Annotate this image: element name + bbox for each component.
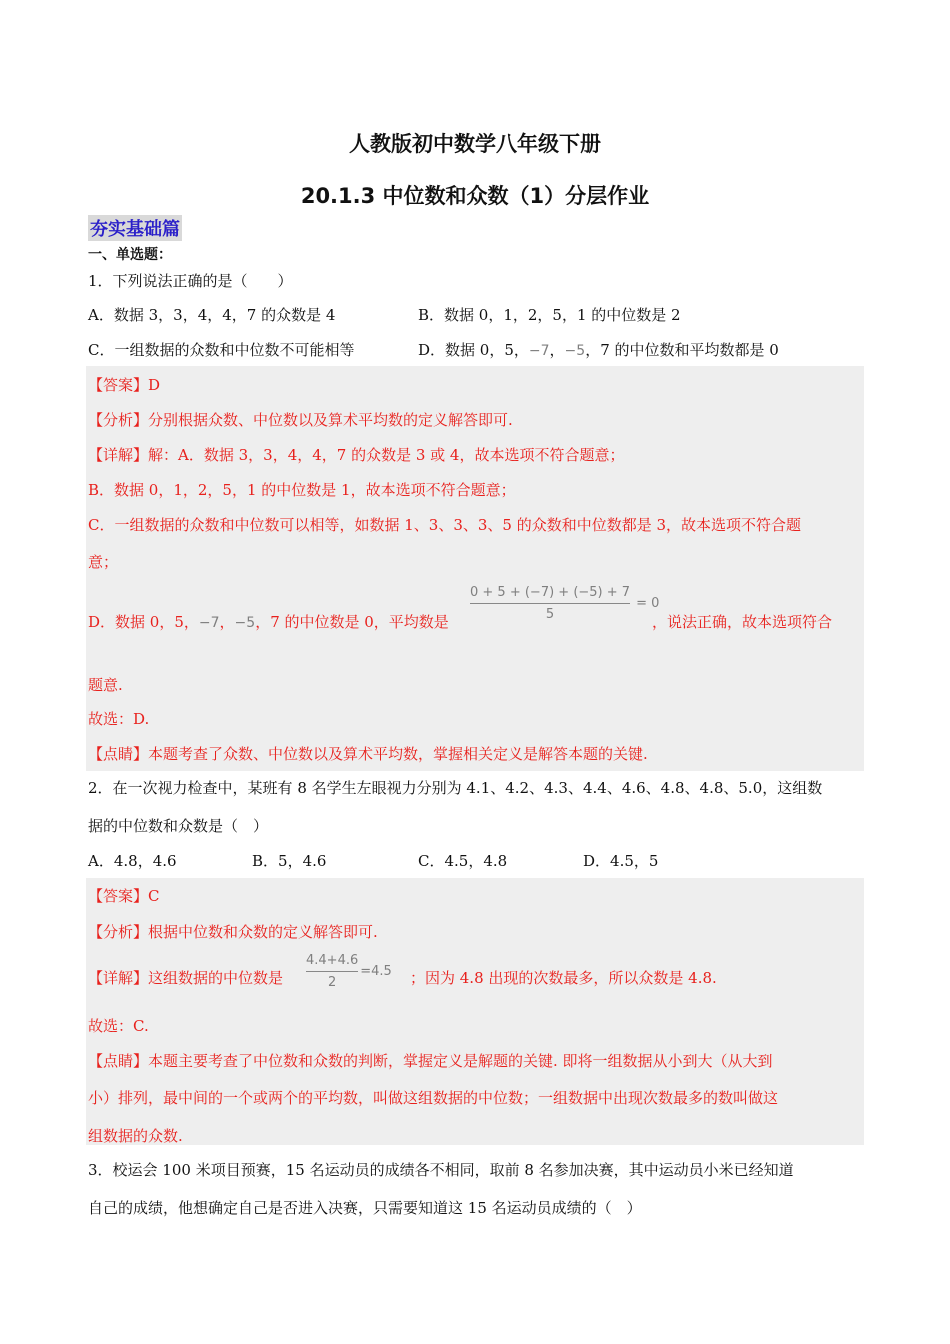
q1-detail-5-value-1: −7: [198, 615, 220, 631]
q1-option-a: A．数据 3，3，4，4，7 的众数是 4: [88, 306, 336, 324]
q1-analysis: 【分析】分别根据众数、中位数以及算术平均数的定义解答即可.: [88, 411, 513, 429]
q2-analysis: 【分析】根据中位数和众数的定义解答即可.: [88, 923, 378, 941]
q1-mean-result: = 0: [636, 596, 660, 611]
q2-median-fraction: [306, 953, 392, 990]
q2-median-result: =4.5: [360, 964, 392, 979]
q2-option-a: A．4.8，4.6: [88, 852, 177, 870]
q1-detail-5-separator: ，: [219, 613, 235, 631]
q1-stem: 1．下列说法正确的是（ ）: [88, 272, 293, 290]
q1-option-d-value-1: −7: [528, 343, 550, 359]
fraction-bar: [470, 603, 630, 604]
q1-detail-line-5: [88, 611, 449, 632]
q2-detail-prefix: 【详解】这组数据的中位数是: [88, 969, 284, 987]
q2-median-denominator: 2: [327, 975, 337, 990]
q1-option-c: C．一组数据的众数和中位数不可能相等: [88, 341, 355, 359]
q2-comment-line-3: 组数据的众数.: [88, 1127, 183, 1145]
q1-detail-line-1: 【详解】解：A．数据 3，3，4，4，7 的众数是 3 或 4，故本选项不符合题意；: [88, 446, 625, 464]
document-subtitle: 20.1.3 中位数和众数（1）分层作业: [300, 184, 650, 208]
q2-option-b: B．5，4.6: [252, 852, 327, 870]
q1-mean-denominator: 5: [545, 607, 555, 622]
fraction-bar: [306, 971, 358, 972]
q1-mean-fraction: [470, 585, 659, 622]
q2-detail-suffix: ；因为 4.8 出现的次数最多，所以众数是 4.8.: [410, 969, 717, 987]
q1-detail-line-3: C．一组数据的众数和中位数可以相等，如数据 1、3、3、3、5 的众数和中位数都是 3，故本选项不符合题: [88, 516, 802, 534]
q1-choose: 故选：D.: [88, 710, 150, 728]
q1-option-d-suffix: ，7 的中位数和平均数都是 0: [585, 341, 779, 359]
q1-answer: 【答案】D: [88, 376, 161, 394]
section-heading: 夯实基础篇: [88, 215, 182, 241]
q2-median-numerator: 4.4+4.6: [306, 953, 359, 968]
q1-option-d-separator: ，: [549, 341, 565, 359]
q2-option-c: C．4.5，4.8: [418, 852, 508, 870]
q1-comment: 【点睛】本题考查了众数、中位数以及算术平均数，掌握相关定义是解答本题的关键.: [88, 745, 648, 763]
q1-detail-5-value-2: −5: [234, 615, 256, 631]
q2-comment-line-1: 【点睛】本题主要考查了中位数和众数的判断，掌握定义是解题的关键. 即将一组数据从小到大（从大到: [88, 1052, 773, 1070]
q1-detail-5-middle: ，7 的中位数是 0，平均数是: [255, 613, 449, 631]
q2-answer: 【答案】C: [88, 887, 160, 905]
q3-stem-line-2: 自己的成绩，他想确定自己是否进入决赛，只需要知道这 15 名运动员成绩的（ ）: [88, 1199, 642, 1217]
q2-stem-line-2: 据的中位数和众数是（ ）: [88, 817, 269, 835]
q1-detail-line-6: 题意.: [88, 676, 123, 694]
q2-stem-line-1: 2．在一次视力检查中，某班有 8 名学生左眼视力分别为 4.1、4.2、4.3、4.4、4.6、4.8、4.8、5.0，这组数: [88, 779, 823, 797]
q1-detail-line-4: 意；: [88, 553, 119, 571]
q1-mean-numerator: 0 + 5 + (−7) + (−5) + 7: [470, 585, 631, 600]
q1-option-d: [418, 339, 779, 360]
document-title: 人教版初中数学八年级下册: [349, 132, 601, 156]
q2-comment-line-2: 小）排列，最中间的一个或两个的平均数，叫做这组数据的中位数；一组数据中出现次数最多的数叫做这: [88, 1089, 779, 1107]
q1-option-d-prefix: D．数据 0，5，: [418, 341, 529, 359]
q1-option-d-value-2: −5: [564, 343, 586, 359]
q1-detail-line-2: B．数据 0，1，2，5，1 的中位数是 1，故本选项不符合题意；: [88, 481, 516, 499]
q2-option-d: D．4.5，5: [583, 852, 659, 870]
q1-detail-5-prefix: D．数据 0，5，: [88, 613, 199, 631]
q3-stem-line-1: 3．校运会 100 米项目预赛，15 名运动员的成绩各不相同，取前 8 名参加决赛，其中运动员小米已经知道: [88, 1161, 794, 1179]
subsection-heading: 一、单选题：: [88, 247, 172, 263]
q1-option-b: B．数据 0，1，2，5，1 的中位数是 2: [418, 306, 681, 324]
q1-detail-5-suffix: ，说法正确，故本选项符合: [652, 613, 833, 631]
q2-choose: 故选：C.: [88, 1017, 149, 1035]
